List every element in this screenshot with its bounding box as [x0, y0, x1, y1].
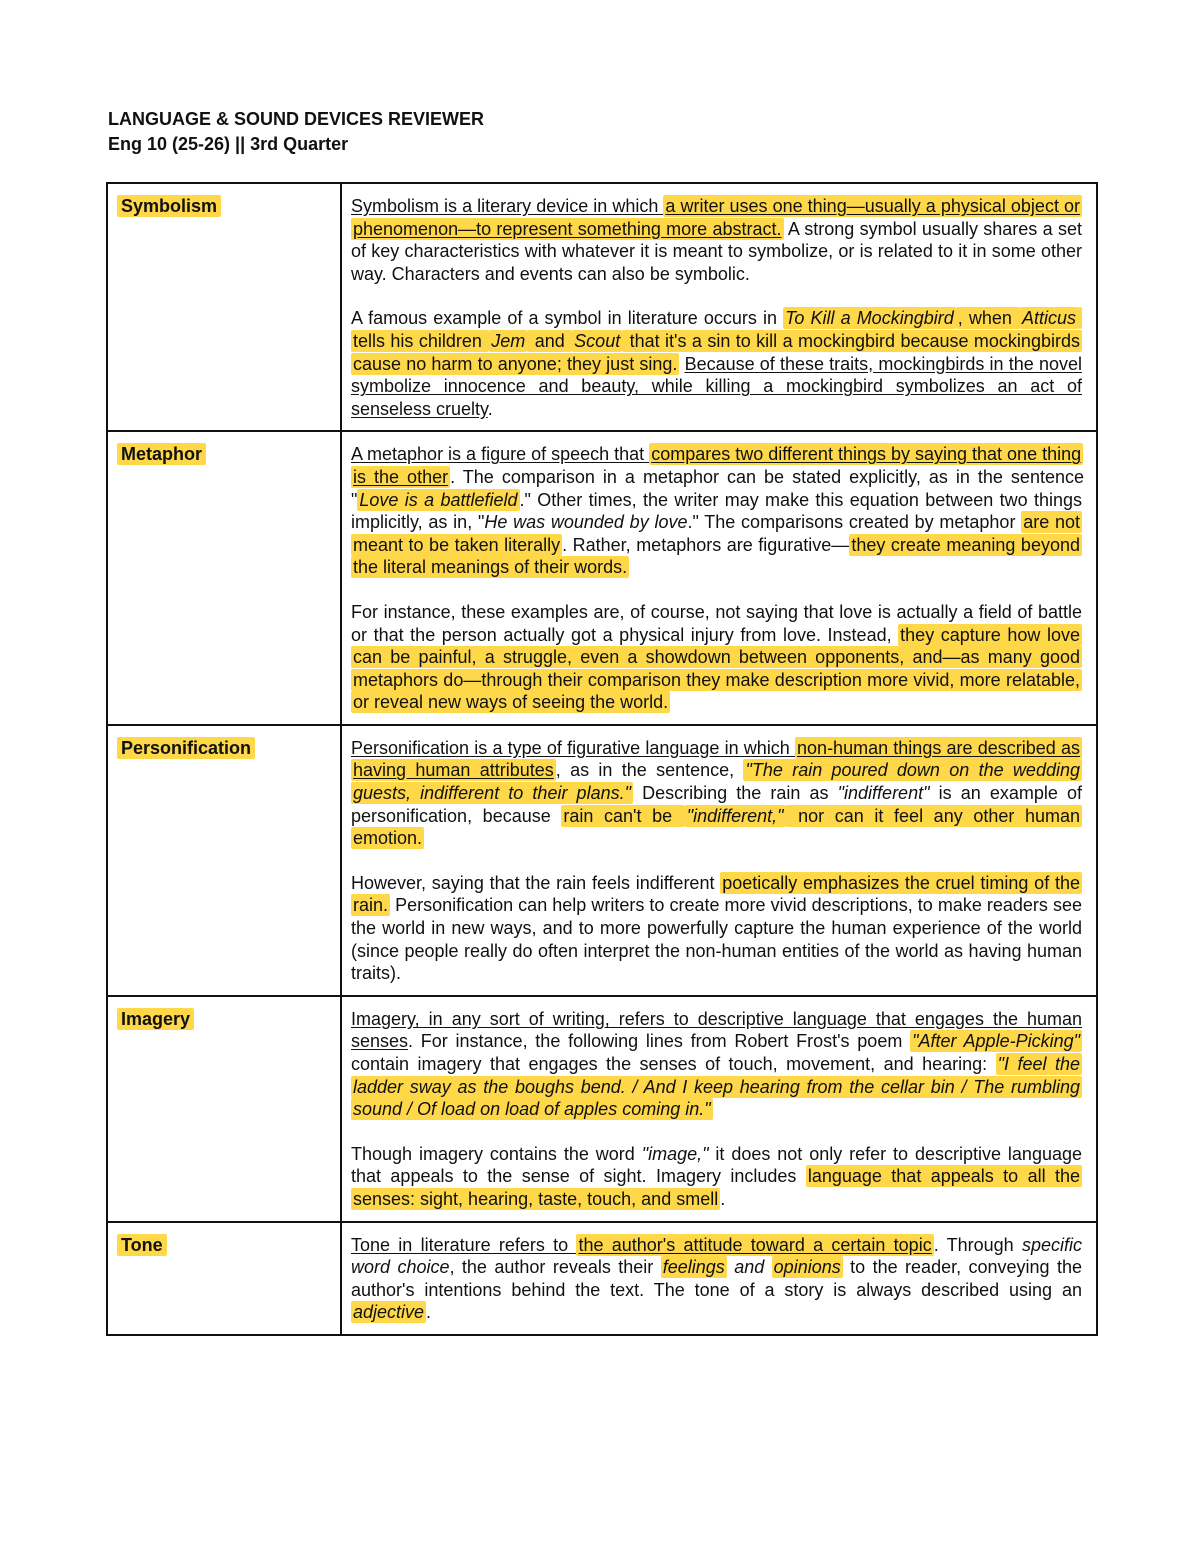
- text-run: . The comparison in a metaphor can be stated explicitly, as in the sentence ": [351, 466, 1084, 510]
- text-run: Though imagery contains the word: [351, 1143, 642, 1164]
- term-cell: [107, 996, 341, 1222]
- text-run: Atticus: [1021, 308, 1076, 329]
- text-run: contain imagery that engages the senses of touch, movement, and hearing:: [351, 1054, 996, 1074]
- text-run: they capture how love can be painful, a struggle, even a showdown between opponents, and—as many good metaphors do—through their comparison they make description more vivid, more relatable, or reveal new ways of seeing the world.: [353, 624, 1080, 713]
- text-run: feelings: [662, 1257, 725, 1278]
- text-run: nor can it feel any other human emotion.: [353, 805, 1081, 849]
- text-run: and: [529, 330, 571, 351]
- definition-paragraph: [351, 1143, 1082, 1211]
- text-run: it does not only refer to descriptive language that appeals to the sense of sight. Imagery includes: [351, 1143, 1083, 1187]
- definition-cell: [341, 725, 1097, 996]
- text-run: a writer uses one thing—usually a physical object or phenomenon—to represent something more abstract.: [353, 196, 1080, 239]
- text-run: non-human things are described as having human attributes: [353, 737, 1080, 781]
- text-run: are not meant to be taken literally: [353, 512, 1080, 555]
- text-run: language that appeals to all the senses: sight, hearing, taste, touch, and smell: [353, 1166, 1081, 1209]
- definition-paragraph: [351, 1008, 1082, 1121]
- definition-paragraph: [351, 1234, 1082, 1324]
- text-run: Symbolism is a literary device in which: [351, 196, 664, 216]
- text-run: ." The comparisons created by metaphor: [687, 512, 1022, 533]
- text-run: "indifferent": [837, 783, 930, 804]
- text-run: to the reader, conveying the author's intentions behind the text. The tone of a story is always described using an: [351, 1257, 1083, 1300]
- text-run: A famous example of a symbol in literature occurs in: [351, 308, 784, 329]
- table-row-tone: [107, 1222, 1097, 1335]
- text-run: compares two different things by saying that one thing is the other: [353, 444, 1082, 487]
- text-run: opinions: [773, 1257, 841, 1278]
- table-row-personification: [107, 725, 1097, 996]
- text-run: and: [726, 1257, 772, 1278]
- text-run: that it's a sin to kill a mockingbird because mockingbirds cause no harm to anyone; they just sing.: [353, 330, 1080, 374]
- table-row-metaphor: [107, 431, 1097, 725]
- text-run: Describing the rain as: [632, 783, 838, 804]
- definition-paragraph: [351, 737, 1082, 850]
- text-run: .: [426, 1302, 432, 1323]
- text-run: "image,": [641, 1143, 709, 1164]
- term-label: Imagery: [117, 1008, 194, 1030]
- text-run: ." Other times, the writer may make this equation between two things implicitly, as in, ": [351, 489, 1082, 533]
- text-run: Because of these traits, mockingbirds in the novel symbolize innocence and beauty, while killing a mockingbird symbolizes an act of senseless cruelty: [351, 353, 1082, 419]
- reviewer-table: [106, 182, 1098, 1336]
- text-run: Personification is a type of figurative language in which: [351, 737, 796, 758]
- text-run: is an example of personification, because: [351, 783, 1082, 826]
- text-run: Love is a battlefield: [359, 489, 518, 510]
- text-run: .: [487, 398, 493, 419]
- text-run: . Through: [933, 1234, 1022, 1255]
- text-run: "I feel the ladder sway as the boughs bend. / And I keep hearing from the cellar bin / The rumbling sound / Of load on load of apples coming in.": [353, 1054, 1081, 1120]
- term-label: Tone: [117, 1234, 167, 1256]
- text-run: To Kill a Mockingbird: [785, 308, 954, 329]
- document-title: LANGUAGE & SOUND DEVICES REVIEWER: [108, 109, 485, 129]
- definition-cell: [341, 1222, 1097, 1335]
- text-run: adjective: [353, 1302, 425, 1323]
- term-label: Symbolism: [117, 195, 221, 217]
- text-run: Jem: [491, 330, 526, 351]
- text-run: He was wounded by love: [484, 512, 688, 533]
- text-run: , as in the sentence,: [555, 760, 744, 781]
- term-cell: [107, 725, 341, 996]
- text-run: Imagery, in any sort of writing, refers to descriptive language that engages the human senses: [351, 1008, 1082, 1052]
- text-run: specific word choice: [351, 1234, 1082, 1278]
- text-run: A metaphor is a figure of speech that: [351, 444, 650, 465]
- text-run: . Rather, metaphors are figurative—: [562, 534, 850, 555]
- text-run: However, saying that the rain feels indifferent: [351, 872, 721, 893]
- text-run: Scout: [574, 330, 621, 351]
- text-run: , the author reveals their: [449, 1257, 661, 1278]
- text-run: Personification can help writers to create more vivid descriptions, to make readers see the world in new ways, and to more powerfully capture the human experience of the world (since people really do often interpret the non-human entities of the world as having human traits).: [351, 895, 1082, 984]
- text-run: "The rain poured down on the wedding guests, indifferent to their plans.": [353, 760, 1080, 804]
- text-run: , when: [957, 308, 1018, 329]
- text-run: rain can't be: [563, 805, 683, 826]
- table-row-imagery: [107, 996, 1097, 1222]
- definition-paragraph: [351, 872, 1082, 985]
- text-run: Tone in literature refers to: [351, 1234, 577, 1255]
- definition-paragraph: [351, 601, 1082, 714]
- document-subtitle: Eng 10 (25-26) || 3rd Quarter: [108, 134, 349, 154]
- text-run: .: [720, 1188, 726, 1209]
- term-cell: [107, 183, 341, 431]
- text-run: they create meaning beyond the literal meanings of their words.: [353, 534, 1080, 578]
- text-run: the author's attitude toward a certain topic: [578, 1234, 932, 1255]
- definition-cell: [341, 183, 1097, 431]
- definition-paragraph: [351, 307, 1082, 420]
- text-run: "indifferent,": [686, 805, 784, 826]
- term-cell: [107, 1222, 341, 1335]
- definition-cell: [341, 996, 1097, 1222]
- term-cell: [107, 431, 341, 725]
- text-run: poetically emphasizes the cruel timing of the rain.: [353, 872, 1080, 916]
- definition-paragraph: [351, 195, 1082, 285]
- text-run: . For instance, the following lines from Robert Frost's poem: [408, 1031, 911, 1052]
- term-label: Metaphor: [117, 443, 206, 465]
- table-row-symbolism: [107, 183, 1097, 431]
- definition-cell: [341, 431, 1097, 725]
- definition-paragraph: [351, 443, 1082, 579]
- text-run: For instance, these examples are, of course, not saying that love is actually a field of battle or that the person actually got a physical injury from love. Instead,: [351, 601, 1082, 645]
- text-run: tells his children: [351, 307, 1082, 352]
- text-run: A strong symbol usually shares a set of key characteristics with whatever it is meant to symbolize, or is related to it in some other way. Characters and events can also be symbolic.: [351, 218, 1082, 284]
- term-label: Personification: [117, 737, 255, 759]
- text-run: "After Apple-Picking": [912, 1031, 1080, 1052]
